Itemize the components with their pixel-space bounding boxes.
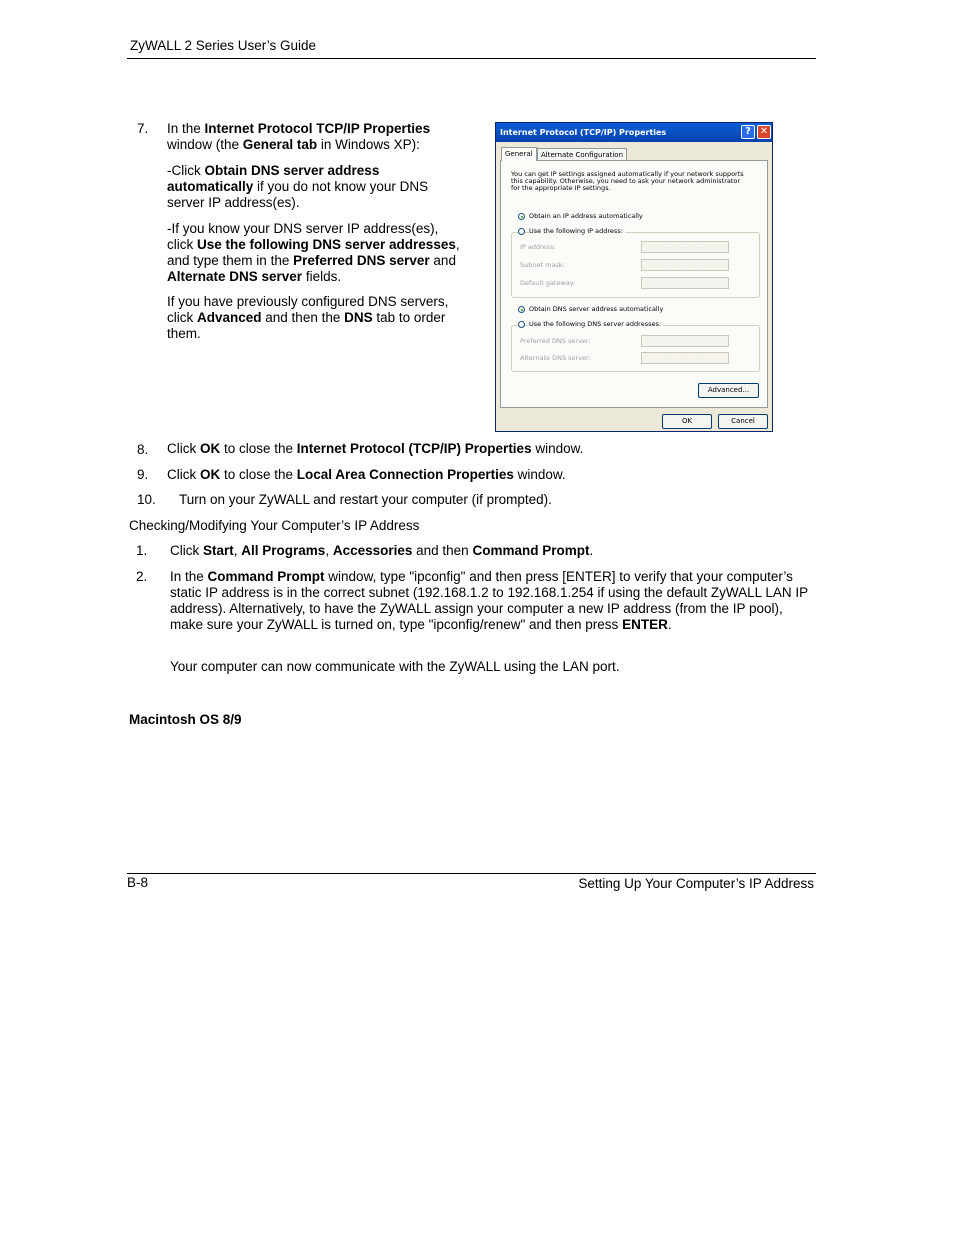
check-step-2-note: Your computer can now communicate with the ZyWALL using the LAN port.: [170, 659, 620, 674]
header-rule: [127, 58, 816, 59]
running-header: ZyWALL 2 Series User’s Guide: [130, 38, 317, 53]
step-8-text: Click OK to close the Internet Protocol (TCP/IP) Properties window.: [167, 441, 584, 456]
ok-button[interactable]: OK: [662, 414, 712, 429]
step-7-intro: In the Internet Protocol TCP/IP Properties window (the General tab in Windows XP):: [167, 121, 431, 152]
obtain-dns-label: Obtain DNS server address automatically: [529, 305, 664, 313]
step-number: 1.: [136, 543, 148, 558]
ip-address-label: IP address:: [520, 243, 556, 251]
default-gateway-label: Default gateway:: [520, 279, 576, 287]
use-dns-radio[interactable]: [518, 321, 525, 328]
footer-title: Setting Up Your Computer’s IP Address: [578, 876, 814, 891]
tab-alternate-configuration[interactable]: Alternate Configuration: [537, 148, 627, 161]
step-number: 7.: [137, 121, 149, 136]
default-gateway-field[interactable]: . . .: [641, 277, 729, 289]
step-number: 8.: [137, 442, 149, 457]
close-icon[interactable]: ✕: [757, 125, 771, 139]
preferred-dns-field[interactable]: . . .: [641, 335, 729, 347]
step-7-body: [167, 121, 467, 342]
footer-rule: [127, 873, 816, 874]
alternate-dns-field[interactable]: . . .: [641, 352, 729, 364]
step-7-obtain-dns: -Click Obtain DNS server address automatically if you do not know your DNS server IP address(es).: [167, 163, 429, 210]
advanced-button[interactable]: Advanced...: [698, 383, 759, 398]
ip-address-field[interactable]: . . .: [641, 241, 729, 253]
obtain-dns-radio[interactable]: [518, 306, 525, 313]
subnet-mask-label: Subnet mask:: [520, 261, 565, 269]
step-9-text: Click OK to close the Local Area Connection Properties window.: [167, 467, 566, 482]
step-7-advanced: If you have previously configured DNS servers, click Advanced and then the DNS tab to order them.: [167, 294, 449, 341]
dialog-title: Internet Protocol (TCP/IP) Properties: [496, 123, 772, 142]
obtain-ip-radio[interactable]: [518, 213, 525, 220]
alternate-dns-label: Alternate DNS server:: [520, 354, 591, 362]
help-icon[interactable]: ?: [741, 125, 755, 139]
check-step-2: In the Command Prompt window, type "ipconfig" and then press [ENTER] to verify that your computer’s static IP address is in the correct subnet (192.168.1.2 to 192.168.1.254 if using the default ZyWALL LAN IP address). Alternatively, to have the ZyWALL assign your computer a new IP address (from the IP pool), make sure your ZyWALL is turned on, type "ipconfig/renew" and then press ENTER.: [170, 569, 808, 632]
step-number: 10.: [137, 492, 156, 507]
check-step-1: Click Start, All Programs, Accessories and then Command Prompt.: [170, 543, 594, 558]
info-text: You can get IP settings assigned automatically if your network supports this capability. Otherwise, you need to ask your network administrator for the appropriate IP settings.: [511, 170, 744, 192]
use-ip-radio[interactable]: [518, 228, 525, 235]
subnet-mask-field[interactable]: . . .: [641, 259, 729, 271]
dns-group: [511, 325, 760, 372]
tcpip-properties-dialog: [495, 122, 773, 432]
preferred-dns-label: Preferred DNS server:: [520, 337, 591, 345]
step-number: 9.: [137, 467, 149, 482]
step-7-use-dns: -If you know your DNS server IP address(es), click Use the following DNS server addresses, and type them in the Preferred DNS server and Alternate DNS server fields.: [167, 221, 460, 284]
obtain-ip-label: Obtain an IP address automatically: [529, 212, 643, 220]
step-10-text: Turn on your ZyWALL and restart your computer (if prompted).: [179, 492, 552, 507]
cancel-button[interactable]: Cancel: [718, 414, 768, 429]
page-number: B-8: [127, 875, 149, 890]
tab-general[interactable]: General: [501, 147, 537, 161]
step-number: 2.: [136, 569, 148, 584]
section-heading: Checking/Modifying Your Computer’s IP Address: [129, 518, 420, 533]
use-dns-label: Use the following DNS server addresses:: [529, 320, 662, 328]
use-ip-label: Use the following IP address:: [529, 227, 623, 235]
general-panel: [500, 160, 768, 408]
subsection-heading: Macintosh OS 8/9: [129, 712, 242, 727]
